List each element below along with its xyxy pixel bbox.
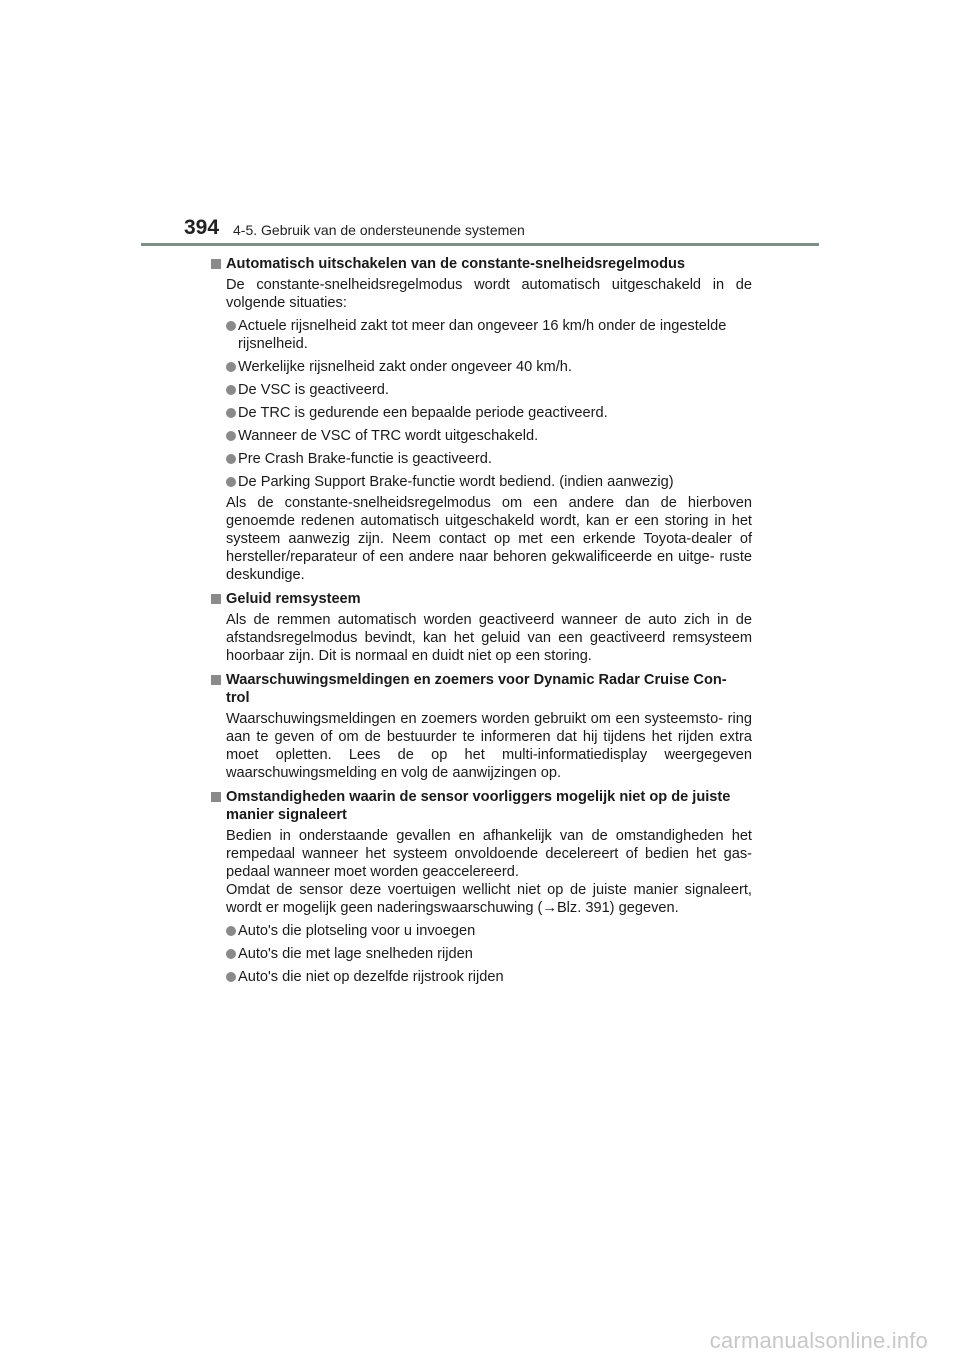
- list-item: [210, 450, 752, 468]
- list-item: [210, 317, 752, 353]
- section-paragraph: De constante-snelheidsregelmodus wordt automatisch uitgeschakeld in de volgende situaties:: [226, 277, 752, 311]
- round-bullet-icon: [226, 431, 236, 441]
- list-item-text: De VSC is geactiveerd.: [238, 382, 389, 398]
- round-bullet-icon: [226, 477, 236, 487]
- round-bullet-icon: [226, 454, 236, 464]
- section-heading: [210, 788, 752, 824]
- section-heading: [210, 590, 752, 608]
- page-header: [0, 0, 960, 250]
- section-heading-text: Automatisch uitschakelen van de constante-snelheidsregelmodus: [226, 256, 686, 272]
- page-number: 394: [184, 216, 220, 239]
- section-paragraph: Omdat de sensor deze voertuigen wellicht niet op de juiste manier signaleert, wordt er mogelijk geen naderingswaarschuwing (→Blz. 391) gegeven.: [226, 882, 752, 916]
- section-paragraph: Bedien in onderstaande gevallen en afhankelijk van de omstandigheden het rempedaal wanneer het systeem onvoldoende decelereert of bedien het gas- pedaal wanneer moet worden geaccelereerd.: [226, 828, 752, 880]
- list-item-text: De Parking Support Brake-functie wordt bediend. (indien aanwezig): [238, 474, 674, 490]
- round-bullet-icon: [226, 972, 236, 982]
- list-item: [210, 922, 752, 940]
- round-bullet-icon: [226, 385, 236, 395]
- square-bullet-icon: [211, 792, 221, 802]
- chapter-title: 4-5. Gebruik van de ondersteunende systemen: [233, 222, 525, 238]
- list-item-text: De TRC is gedurende een bepaalde periode geactiveerd.: [238, 405, 608, 421]
- section-heading: [210, 255, 752, 273]
- round-bullet-icon: [226, 949, 236, 959]
- round-bullet-icon: [226, 926, 236, 936]
- list-item-text: Wanneer de VSC of TRC wordt uitgeschakeld.: [238, 428, 539, 444]
- header-rule: [141, 243, 819, 246]
- section-paragraph: Als de constante-snelheidsregelmodus om een andere dan de hierboven genoemde redenen automatisch uitgeschakeld wordt, kan er een storing in het systeem aanwezig zijn. Neem contact op met een erkende Toyota-dealer of hersteller/reparateur of een andere naar behoren gekwalificeerde en uitge- ruste deskundige.: [226, 495, 752, 583]
- page-content: [210, 255, 752, 986]
- list-item-text: Auto's die met lage snelheden rijden: [238, 946, 473, 962]
- list-item-text: Auto's die niet op dezelfde rijstrook rijden: [238, 969, 504, 985]
- list-item: [210, 358, 752, 376]
- section-paragraph: Waarschuwingsmeldingen en zoemers worden gebruikt om een systeemsto- ring aan te geven of om de bestuurder te informeren dat hij tijdens het rijden extra moet opletten. Lees de op het multi-informatiedisplay weergegeven waarschuwingsmelding en volg de aanwijzingen op.: [226, 711, 752, 781]
- square-bullet-icon: [211, 259, 221, 269]
- list-item: [210, 404, 752, 422]
- list-item: [210, 427, 752, 445]
- list-item-text: Werkelijke rijsnelheid zakt onder ongeveer 40 km/h.: [238, 359, 572, 375]
- round-bullet-icon: [226, 362, 236, 372]
- square-bullet-icon: [211, 675, 221, 685]
- section-heading-text: Waarschuwingsmeldingen en zoemers voor Dynamic Radar Cruise Con- trol: [226, 672, 727, 706]
- list-item-text: Actuele rijsnelheid zakt tot meer dan ongeveer 16 km/h onder de ingestelde rijsnelheid.: [238, 318, 727, 352]
- round-bullet-icon: [226, 408, 236, 418]
- list-item: [210, 381, 752, 399]
- round-bullet-icon: [226, 321, 236, 331]
- list-item-text: Auto's die plotseling voor u invoegen: [238, 923, 476, 939]
- list-item: [210, 473, 752, 491]
- section-paragraph: Als de remmen automatisch worden geactiveerd wanneer de auto zich in de afstandsregelmodus bevindt, kan het geluid van een geactiveerd remsysteem hoorbaar zijn. Dit is normaal en duidt niet op een storing.: [226, 612, 752, 664]
- list-item-text: Pre Crash Brake-functie is geactiveerd.: [238, 451, 492, 467]
- section-heading-text: Omstandigheden waarin de sensor voorliggers mogelijk niet op de juiste manier signaleert: [226, 789, 731, 823]
- list-item: [210, 945, 752, 963]
- watermark: carmanualsonline.info: [709, 1328, 928, 1353]
- section-heading: [210, 671, 752, 707]
- section-heading-text: Geluid remsysteem: [226, 591, 361, 607]
- square-bullet-icon: [211, 594, 221, 604]
- list-item: [210, 968, 752, 986]
